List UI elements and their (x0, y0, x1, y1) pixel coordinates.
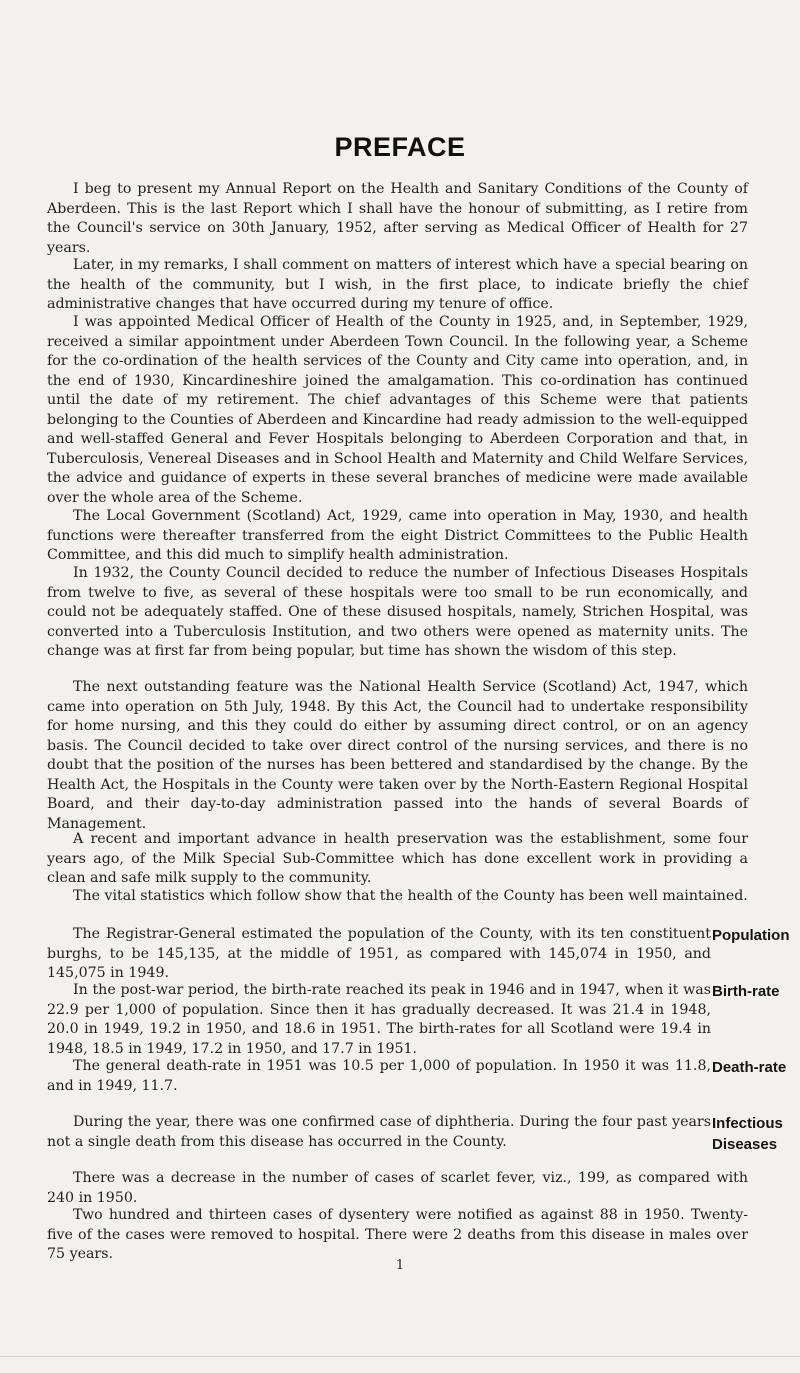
paragraph-population: The Registrar-General estimated the population of the County, with its ten constituent burghs, to be 145,135, at the middle of 1951, as compared with 145,074 in 1950, and 145,075 in 1949. (47, 926, 711, 981)
paragraph-hospitals-reduction: In 1932, the County Council decided to reduce the number of Infectious Diseases Hospitals from twelve to five, as several of these hospitals were too small to be run economically, and could not be adequately staffed. One of these disused hospitals, namely, Strichen Hospital, was converted into a Tuberculosis Institution, and two others were opened as maternity units. The change was at first far from being popular, but time has shown the wisdom of this step. (47, 565, 748, 659)
paragraph-birth-rate: In the post-war period, the birth-rate reached its peak in 1946 and in 1947, when it was 22.9 per 1,000 of population. Since then it has gradually decreased. It was 21.4 in 1948, 20.0 in 1949, 19.2 in 1950, and 18.6 in 1951. The birth-rates for all Scotland were 19.4 in 1948, 18.5 in 1949, 17.2 in 1950, and 17.7 in 1951. (47, 982, 711, 1057)
margin-note-infectious-diseases: Infectious Diseases (712, 1115, 783, 1153)
paragraph-intro: I beg to present my Annual Report on the Health and Sanitary Conditions of the County of Aberdeen. This is the last Report which I shall have the honour of submitting, as I retire from the Council's service on 30th January, 1952, after serving as Medical Officer of Health for 27 years. (47, 181, 748, 256)
paragraph-vital-statistics: The vital statistics which follow show that the health of the County has been well maintained. (73, 888, 748, 904)
paragraph-milk-committee: A recent and important advance in health preservation was the establishment, some four years ago, of the Milk Special Sub-Committee which has done excellent work in providing a clean and safe milk supply to the community. (47, 831, 748, 886)
paragraph-appointment: I was appointed Medical Officer of Health of the County in 1925, and, in September, 1929, received a similar appointment under Aberdeen Town Council. In the following year, a Scheme for the co-ordination of the health services of the County and City came into operation, and, in the end of 1930, Kincardineshire joined the amalgamation. This co-ordination has continued until the date of my retirement. The chief advantages of this Scheme were that patients belonging to the Counties of Aberdeen and Kincardine had ready admission to the well-equipped and well-staffed General and Fever Hospitals belonging to Aberdeen Corporation and that, in Tuberculosis, Venereal Diseases and in School Health and Maternity and Child Welfare Services, the advice and guidance of experts in these several branches of medicine were made available over the whole area of the Scheme. (47, 314, 748, 506)
margin-note-population: Population (712, 927, 790, 944)
page-title: PREFACE (334, 132, 466, 162)
page-number: 1 (395, 1258, 405, 1273)
paragraph-dysentery: Two hundred and thirteen cases of dysentery were notified as against 88 in 1950. Twenty-five of the cases were removed to hospital. There were 2 deaths from this disease in males over 75 years. (47, 1207, 748, 1262)
paragraph-national-health-service: The next outstanding feature was the National Health Service (Scotland) Act, 1947, which came into operation on 5th July, 1948. By this Act, the Council had to undertake responsibility for home nursing, and this they could do either by assuming direct control, or on an agency basis. The Council decided to take over direct control of the nursing services, and there is no doubt that the position of the nurses has been bettered and standardised by the change. By the Health Act, the Hospitals in the County were taken over by the North-Eastern Regional Hospital Board, and their day-to-day administration passed into the hands of several Boards of Management. (47, 679, 748, 832)
margin-note-death-rate: Death-rate (712, 1059, 787, 1076)
margin-note-birth-rate: Birth-rate (712, 983, 780, 1000)
paragraph-death-rate: The general death-rate in 1951 was 10.5 per 1,000 of population. In 1950 it was 11.8, and in 1949, 11.7. (47, 1058, 711, 1094)
paragraph-scarlet-fever: There was a decrease in the number of cases of scarlet fever, viz., 199, as compared with 240 in 1950. (47, 1170, 748, 1206)
paragraph-remarks: Later, in my remarks, I shall comment on matters of interest which have a special bearing on the health of the community, but I wish, in the first place, to indicate briefly the chief administrative changes that have occurred during my tenure of office. (47, 257, 748, 312)
page-edge-divider (0, 1356, 800, 1357)
paragraph-local-government-act: The Local Government (Scotland) Act, 1929, came into operation in May, 1930, and health functions were thereafter transferred from the eight District Committees to the Public Health Committee, and this did much to simplify health administration. (47, 508, 748, 563)
paragraph-diphtheria: During the year, there was one confirmed case of diphtheria. During the four past years not a single death from this disease has occurred in the County. (47, 1114, 711, 1150)
